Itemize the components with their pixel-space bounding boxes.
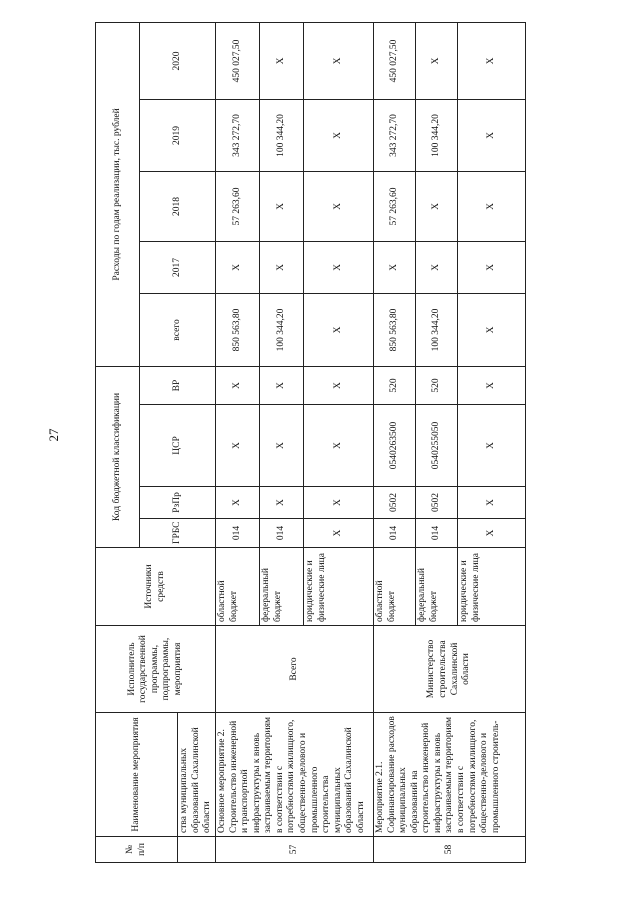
cell-total: X bbox=[304, 293, 374, 366]
cell-vr: X bbox=[260, 366, 304, 404]
cell-2019: X bbox=[304, 99, 374, 171]
header-2017: 2017 bbox=[140, 241, 216, 293]
header-sources: Источники средств bbox=[96, 548, 216, 626]
cell-grbs: 014 bbox=[216, 519, 260, 548]
row-58-source-federal: федеральный бюджет bbox=[416, 548, 458, 626]
cell-vr: 520 bbox=[374, 366, 416, 404]
cell-csr: X bbox=[458, 405, 526, 487]
cell-2018: X bbox=[416, 171, 458, 241]
table-row bbox=[374, 22, 416, 862]
row-57-source-legal: юридические и физические лица bbox=[304, 548, 374, 626]
header-name: Наименование мероприятия bbox=[96, 713, 178, 837]
cell-vr: X bbox=[216, 366, 260, 404]
row-57-source-regional: областной бюджет bbox=[216, 548, 260, 626]
cell-grbs: X bbox=[458, 519, 526, 548]
cell-2017: X bbox=[216, 241, 260, 293]
header-total: всего bbox=[140, 293, 216, 366]
cell-rzpr: X bbox=[260, 487, 304, 519]
header-num: № п/п bbox=[96, 837, 178, 863]
cell-csr: X bbox=[216, 405, 260, 487]
cell-total: 850 563,80 bbox=[374, 293, 416, 366]
cell-csr: X bbox=[260, 405, 304, 487]
cell-2018: X bbox=[304, 171, 374, 241]
row-58-source-legal: юридические и физические лица bbox=[458, 548, 526, 626]
cell-total: 100 344,20 bbox=[260, 293, 304, 366]
header-executor: Исполнитель государственной программы, подпрограммы, мероприятия bbox=[96, 626, 216, 713]
cell-2018: 57 263,60 bbox=[216, 171, 260, 241]
cell-2020: X bbox=[260, 22, 304, 99]
cell-2019: 100 344,20 bbox=[416, 99, 458, 171]
row-58-name: Мероприятие 2.1. Софинансирование расходов муниципальных образований на строительство инженерной инфраструктуры к вновь застраиваемым территориям в соответствии с потребностями жилищного, общественно-делового и промышленного строитель- bbox=[374, 713, 526, 837]
cell-2018: X bbox=[260, 171, 304, 241]
row-57-name: Основное мероприятие 2. Строительство инженерной и транспортной инфраструктуры к вновь застраиваемым территориям в соответствии с потребностями жилищного, общественно-делового и промышленного строительства муниципальных образований Сахалинской области bbox=[216, 713, 374, 837]
header-2018: 2018 bbox=[140, 171, 216, 241]
cell-csr: 0540263500 bbox=[374, 405, 416, 487]
cell-2017: X bbox=[458, 241, 526, 293]
header-vr: ВР bbox=[140, 366, 216, 404]
cell-2018: 57 263,60 bbox=[374, 171, 416, 241]
cell-2018: X bbox=[458, 171, 526, 241]
row-58-num: 58 bbox=[374, 837, 526, 863]
cell-grbs: 014 bbox=[374, 519, 416, 548]
cell-2020: 450 027,50 bbox=[374, 22, 416, 99]
cell-grbs: 014 bbox=[260, 519, 304, 548]
budget-table-rotated bbox=[95, 31, 525, 863]
cell-2020: X bbox=[304, 22, 374, 99]
row-57-num: 57 bbox=[216, 837, 374, 863]
cell-2017: X bbox=[260, 241, 304, 293]
cell-2017: X bbox=[416, 241, 458, 293]
row-57-source-federal: федеральный бюджет bbox=[260, 548, 304, 626]
cell-2020: X bbox=[458, 22, 526, 99]
row-57-executor: Всего bbox=[216, 626, 374, 713]
cell-vr: X bbox=[304, 366, 374, 404]
carry-over-text: ства муниципальных образований Сахалинской области bbox=[178, 713, 216, 837]
budget-table bbox=[95, 22, 526, 863]
header-2020: 2020 bbox=[140, 22, 216, 99]
cell-rzpr: X bbox=[216, 487, 260, 519]
cell-vr: X bbox=[458, 366, 526, 404]
header-rzpr: РзПр bbox=[140, 487, 216, 519]
cell-2019: X bbox=[458, 99, 526, 171]
row-58-executor: Министерство строительства Сахалинской области bbox=[374, 626, 526, 713]
cell-2019: 100 344,20 bbox=[260, 99, 304, 171]
carry-over-num bbox=[178, 837, 216, 863]
cell-total: X bbox=[458, 293, 526, 366]
cell-grbs: 014 bbox=[416, 519, 458, 548]
cell-rzpr: 0502 bbox=[374, 487, 416, 519]
cell-2017: X bbox=[304, 241, 374, 293]
cell-2020: 450 027,50 bbox=[216, 22, 260, 99]
cell-vr: 520 bbox=[416, 366, 458, 404]
cell-csr: 0540255050 bbox=[416, 405, 458, 487]
cell-rzpr: 0502 bbox=[416, 487, 458, 519]
cell-csr: X bbox=[304, 405, 374, 487]
header-expenses: Расходы по годам реализации, тыс. рублей bbox=[96, 22, 140, 366]
page-number: 27 bbox=[46, 428, 61, 442]
cell-total: 100 344,20 bbox=[416, 293, 458, 366]
cell-2019: 343 272,70 bbox=[216, 99, 260, 171]
header-2019: 2019 bbox=[140, 99, 216, 171]
cell-2020: X bbox=[416, 22, 458, 99]
table-row bbox=[216, 22, 260, 862]
header-budget-code: Код бюджетной классификации bbox=[96, 366, 140, 547]
cell-2017: X bbox=[374, 241, 416, 293]
row-58-source-regional: областной бюджет bbox=[374, 548, 416, 626]
cell-rzpr: X bbox=[304, 487, 374, 519]
header-grbs: ГРБС bbox=[140, 519, 216, 548]
header-csr: ЦСР bbox=[140, 405, 216, 487]
cell-total: 850 563,80 bbox=[216, 293, 260, 366]
cell-2019: 343 272,70 bbox=[374, 99, 416, 171]
cell-grbs: X bbox=[304, 519, 374, 548]
cell-rzpr: X bbox=[458, 487, 526, 519]
